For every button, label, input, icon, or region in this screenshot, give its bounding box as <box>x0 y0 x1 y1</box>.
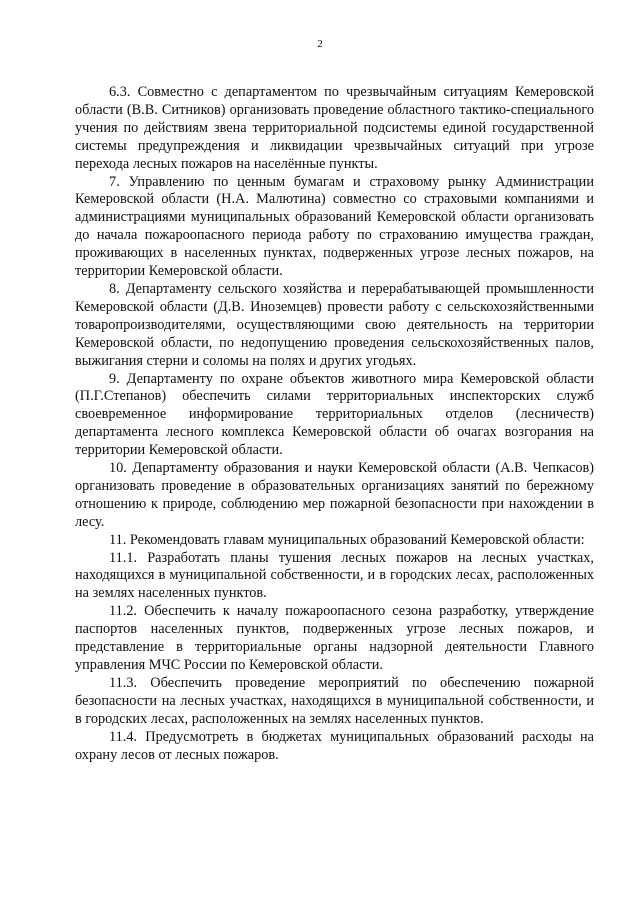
paragraph-11-2: 11.2. Обеспечить к началу пожароопасного сезона разработку, утверждение паспортов населенных пунктов, подверженных угрозе лесных пожаров, и представление в территориальные органы надзорной деятельности Главного управления МЧС России по Кемеровской области. <box>75 603 594 673</box>
paragraph-9: 9. Департаменту по охране объектов животного мира Кемеровской области (П.Г.Степанов) обеспечить силами территориальных инспекторских служб своевременное информирование территориальных отделов (лесничеств) департамента лесного комплекса Кемеровской области об очагах возгорания на территории Кемеровской области. <box>75 370 594 459</box>
paragraph-11-1: 11.1. Разработать планы тушения лесных пожаров на лесных участках, находящихся в муниципальной собственности, и в городских лесах, расположенных на землях населенных пунктов. <box>75 549 594 602</box>
paragraph-11-4: 11.4. Предусмотреть в бюджетах муниципальных образований расходы на охрану лесов от лесных пожаров. <box>75 728 594 763</box>
document-body <box>75 84 594 764</box>
paragraph-10: 10. Департаменту образования и науки Кемеровской области (А.В. Чепкасов) организовать проведение в образовательных организациях занятий по бережному отношению к природе, соблюдению мер пожарной безопасности при нахождении в лесу. <box>75 460 594 530</box>
paragraph-7: 7. Управлению по ценным бумагам и страховому рынку Администрации Кемеровской области (Н.А. Малютина) совместно со страховыми компаниями и администрациями муниципальных образований Кемеровской области организовать до начала пожароопасного периода работу по страхованию имущества граждан, проживающих в населенных пунктах, подверженных угрозе лесных пожаров, на территории Кемеровской области. <box>75 173 594 280</box>
paragraph-11-3: 11.3. Обеспечить проведение мероприятий по обеспечению пожарной безопасности на лесных участках, находящихся в муниципальной собственности, и в городских лесах, расположенных на землях населенных пунктов. <box>75 674 594 727</box>
paragraph-8: 8. Департаменту сельского хозяйства и перерабатывающей промышленности Кемеровской области (Д.В. Иноземцев) провести работу с сельскохозяйственными товаропроизводителями, осуществляющими свою деятельность на территории Кемеровской области, по недопущению проведения сельскохозяйственных палов, выжигания стерни и соломы на полях и других угодьях. <box>75 280 594 369</box>
paragraph-6-3: 6.3. Совместно с департаментом по чрезвычайным ситуациям Кемеровской области (В.В. Ситников) организовать проведение областного тактико-специального учения по действиям звена территориальной подсистемы единой государственной системы предупреждения и ликвидации чрезвычайных ситуаций при угрозе перехода лесных пожаров на населённые пункты. <box>75 84 594 172</box>
page-number: 2 <box>317 38 323 50</box>
paragraph-11: 11. Рекомендовать главам муниципальных образований Кемеровской области: <box>109 531 585 548</box>
